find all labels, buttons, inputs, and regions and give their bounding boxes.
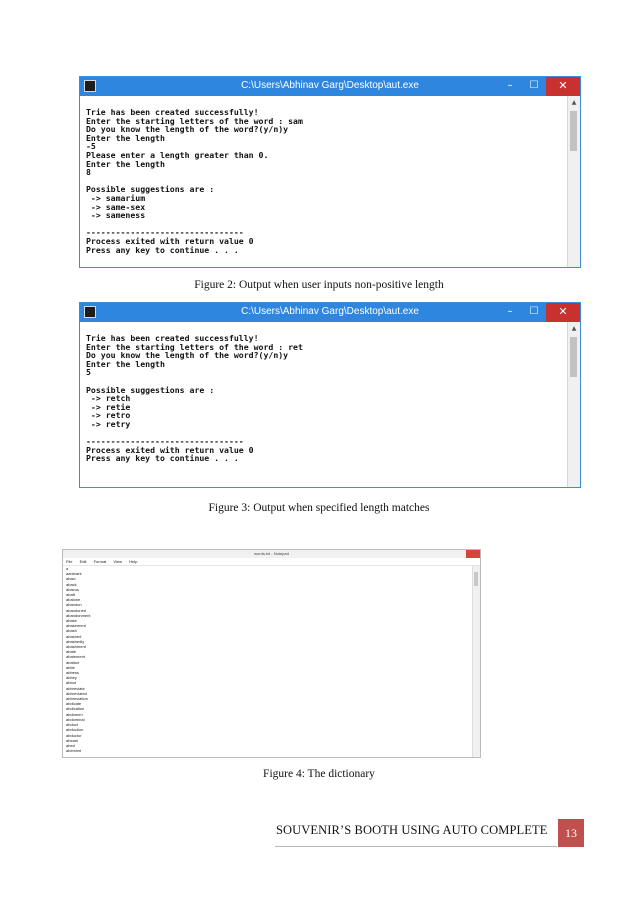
dictionary-word: abbe [66, 664, 75, 670]
dictionary-word: abbess [66, 670, 79, 676]
scroll-thumb[interactable] [474, 572, 478, 586]
dictionary-word: abandoned [66, 607, 87, 613]
dictionary-word: abasement [66, 623, 86, 629]
dictionary-word: abashedly [66, 638, 85, 644]
maximize-icon[interactable]: ☐ [529, 80, 539, 91]
dictionary-word: abdomen [66, 711, 83, 717]
notepad-title-bar [63, 550, 480, 558]
figure2-console-text: Trie has been created successfully! Enter the starting letters of the word : sam Do you know the length of the word?(y/n)y Enter the length -5 Please enter a length greater than 0. Enter the length 8 Possible suggestions are : -> samarium -> same-sex -> sameness -------------------------------- Process exited with return value 0 Press any key to continue . . . [86, 107, 303, 255]
dictionary-word: abdominal [66, 716, 85, 722]
dictionary-word: abaft [66, 592, 75, 598]
figure3-console-output [80, 322, 568, 487]
notepad-scrollbar[interactable] [472, 566, 480, 757]
dictionary-word: abduction [66, 727, 84, 733]
footer-title: SOUVENIR’S BOOTH USING AUTO COMPLETE [276, 823, 548, 837]
dictionary-word: aberrant [66, 748, 81, 754]
figure4-notepad-window [62, 549, 481, 758]
menu-view[interactable]: View [113, 559, 123, 564]
menu-edit[interactable]: Edit [79, 559, 87, 564]
dictionary-word: abase [66, 618, 77, 624]
notepad-text-area[interactable] [66, 566, 90, 753]
figure2-console-output [80, 96, 568, 267]
figure3-scrollbar[interactable] [567, 322, 580, 487]
scroll-thumb[interactable] [570, 337, 577, 377]
dictionary-word: abbey [66, 675, 77, 681]
scroll-up-arrow-icon[interactable]: ▲ [571, 325, 577, 332]
dictionary-word: abalone [66, 597, 81, 603]
close-icon[interactable]: ✕ [546, 77, 580, 96]
dictionary-word: abbreviation [66, 696, 88, 702]
dictionary-word: abdication [66, 706, 85, 712]
dictionary-word: abbreviated [66, 690, 87, 696]
notepad-menu-bar [63, 558, 480, 566]
dictionary-word: abandonment [66, 612, 91, 618]
dictionary-word: abduct [66, 722, 79, 728]
minimize-icon[interactable]: – [507, 80, 513, 91]
minimize-icon[interactable]: – [507, 306, 513, 317]
dictionary-word: abattoir [66, 659, 80, 665]
figure4-caption: Figure 4: The dictionary [263, 768, 375, 780]
dictionary-word: abdicate [66, 701, 82, 707]
menu-format[interactable]: Format [93, 559, 107, 564]
close-icon[interactable] [466, 550, 480, 558]
figure2-console-window [79, 76, 581, 268]
dictionary-word: abash [66, 628, 77, 634]
dictionary-word: abatement [66, 654, 85, 660]
dictionary-word: aardvark [66, 571, 82, 577]
figure2-scrollbar[interactable] [567, 96, 580, 267]
figure2-title-bar [80, 77, 580, 96]
footer-rule [275, 846, 557, 847]
close-icon[interactable]: ✕ [546, 303, 580, 322]
dictionary-word: abeam [66, 737, 79, 743]
figure3-console-window [79, 302, 581, 488]
dictionary-word: abed [66, 742, 75, 748]
dictionary-word: abacus [66, 586, 79, 592]
dictionary-word: abandon [66, 602, 82, 608]
figure2-caption: Figure 2: Output when user inputs non-positive length [194, 279, 444, 291]
menu-help[interactable]: Help [129, 559, 138, 564]
dictionary-word: abductor [66, 732, 82, 738]
scroll-thumb[interactable] [570, 111, 577, 151]
menu-file[interactable]: File [66, 559, 73, 564]
dictionary-word: abaci [66, 576, 76, 582]
figure3-window-title: C:\Users\Abhinav Garg\Desktop\aut.exe [241, 306, 419, 317]
scroll-up-arrow-icon[interactable]: ▲ [571, 99, 577, 106]
dictionary-word: abashed [66, 633, 82, 639]
dictionary-word: a [66, 566, 69, 571]
figure2-window-title: C:\Users\Abhinav Garg\Desktop\aut.exe [241, 80, 419, 91]
dictionary-word: abate [66, 649, 77, 655]
figure3-title-bar [80, 303, 580, 322]
dictionary-word: aback [66, 581, 77, 587]
figure3-console-text: Trie has been created successfully! Enter the starting letters of the word : ret Do you know the length of the word?(y/n)y Enter the length 5 Possible suggestions are : -> retch -> retie -> retro -> retry -------------------------------- Process exited with return value 0 Press any key to continue . . . [86, 333, 303, 464]
dictionary-word: abbreviate [66, 685, 85, 691]
dictionary-word: abbot [66, 680, 77, 686]
page-number: 13 [558, 819, 584, 847]
maximize-icon[interactable]: ☐ [529, 306, 539, 317]
notepad-window-title: words.txt - Notepad [254, 551, 289, 556]
figure3-caption: Figure 3: Output when specified length matches [208, 502, 430, 514]
dictionary-word: abashment [66, 644, 86, 650]
